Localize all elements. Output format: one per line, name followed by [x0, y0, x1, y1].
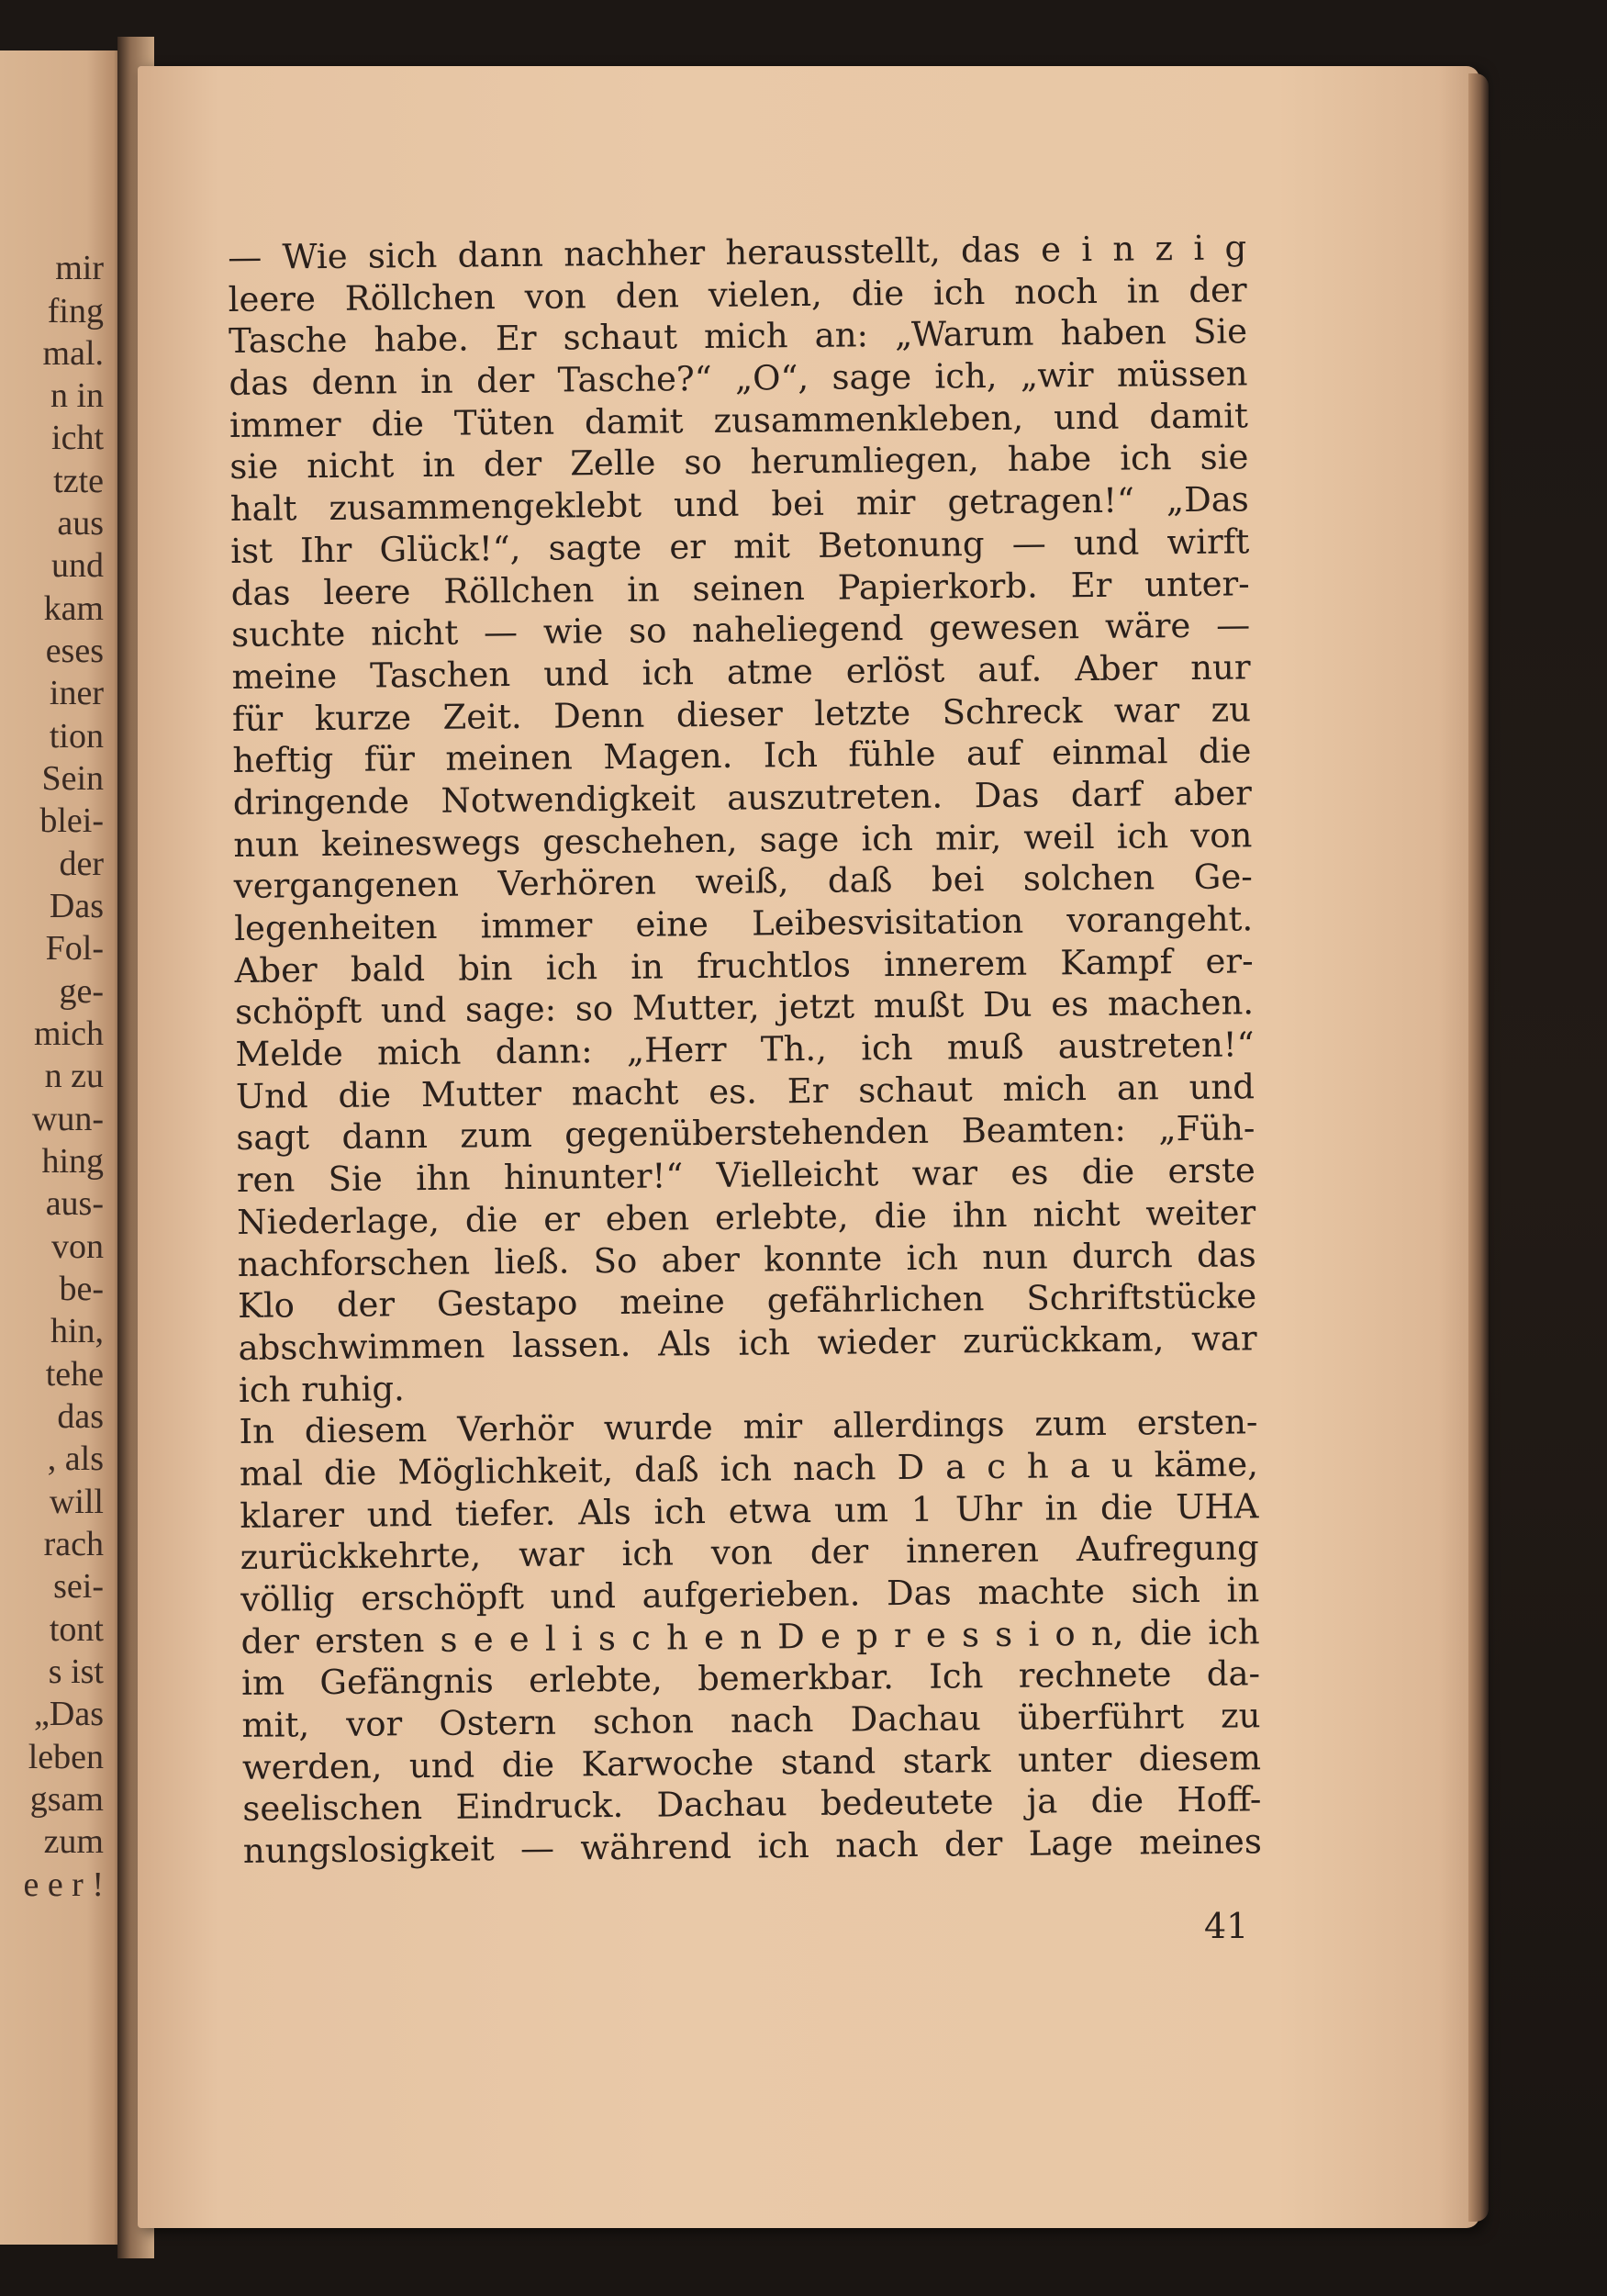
left-page-fragment: hing	[41, 1142, 104, 1181]
text-line: abschwimmen lassen. Als ich wieder zurückkam, war	[238, 1318, 1257, 1368]
text-line: Melde mich dann: „Herr Th., ich muß austreten!“	[235, 1025, 1255, 1075]
text-line: der ersten s e e l i s c h e n D e p r e s s i o n, die ich	[240, 1611, 1260, 1662]
text-line: ich ruhig.	[238, 1368, 406, 1410]
text-line: halt zusammengeklebt und bei mir getragen!“ „Das	[229, 479, 1250, 530]
left-page-fragment: rach	[43, 1525, 104, 1563]
page-number: 41	[1204, 1906, 1249, 1946]
text-line: Tasche habe. Er schaut mich an: „Warum haben Sie	[228, 311, 1248, 362]
left-page-fragment: Sein	[41, 759, 104, 798]
left-page-fragment: aus	[57, 504, 104, 543]
text-line: nachforschen ließ. So aber konnte ich nun durch das	[237, 1234, 1256, 1284]
left-page-fragment: tont	[49, 1610, 104, 1649]
text-line: völlig erschöpft und aufgerieben. Das machte sich in	[240, 1570, 1260, 1619]
text-line: nungslosigkeit — während ich nach der Lage meines	[242, 1821, 1263, 1872]
left-page-fragment: tion	[49, 717, 104, 756]
text-line: ren Sie ihn hinunter!“ Vielleicht war es die erste	[236, 1150, 1256, 1201]
text-line: Und die Mutter macht es. Er schaut mich an und	[235, 1067, 1255, 1116]
left-page-fragment: blei-	[39, 801, 104, 840]
left-page-fragment: der	[59, 845, 104, 883]
left-page-fragment: will	[49, 1483, 104, 1521]
text-line: zurückkehrte, war ich von der inneren Aufregung	[240, 1528, 1259, 1578]
text-line: im Gefängnis erlebte, bemerkbar. Ich rechnete da-	[240, 1653, 1261, 1704]
left-page-fragment: iner	[49, 674, 104, 712]
left-page-fragment: und	[51, 546, 104, 585]
text-line: suchte nicht — wie so naheliegend gewesen wäre —	[230, 605, 1251, 655]
left-page-fragment: hin,	[50, 1312, 104, 1350]
text-line: — Wie sich dann nachher herausstellt, das e i n z i g	[228, 228, 1247, 277]
left-page-fragment: aus-	[45, 1184, 104, 1223]
text-line: nun keineswegs geschehen, sage ich mir, weil ich von	[233, 814, 1253, 865]
text-line: das denn in der Tasche?“ „O“, sage ich, „wir müssen	[229, 353, 1248, 404]
text-line: meine Taschen und ich atme erlöst auf. Aber nur	[231, 647, 1251, 697]
left-page-fragment: Fol-	[45, 929, 104, 968]
left-page-fragment: Das	[49, 887, 104, 925]
left-page-fragment: s ist	[48, 1652, 104, 1691]
page-body-text	[228, 227, 1262, 1872]
left-page-fragment: das	[57, 1397, 104, 1436]
text-line: werden, und die Karwoche stand stark unter diesem	[241, 1738, 1262, 1787]
text-line: für kurze Zeit. Denn dieser letzte Schreck war zu	[231, 689, 1252, 739]
left-page-fragment: sei-	[53, 1567, 104, 1606]
text-line: sie nicht in der Zelle so herumliegen, habe ich sie	[229, 437, 1249, 487]
text-line: dringende Notwendigkeit auszutreten. Das darf aber	[232, 773, 1253, 823]
text-line: heftig für meinen Magen. Ich fühle auf einmal die	[232, 731, 1252, 781]
text-line: In diesem Verhör wurde mir allerdings zum ersten-	[239, 1402, 1258, 1452]
text-line: vergangenen Verhören weiß, daß bei solchen Ge-	[233, 857, 1253, 907]
text-line: Aber bald bin ich in fruchtlos innerem Kampf er-	[234, 940, 1254, 991]
page-edge-shadow	[1468, 73, 1489, 2222]
left-page-fragment: von	[51, 1227, 104, 1266]
left-page-fragment: tzte	[53, 462, 104, 500]
text-line: immer die Tüten damit zusammenkleben, und damit	[229, 396, 1249, 445]
text-line: schöpft und sage: so Mutter, jetzt mußt Du es machen.	[234, 982, 1255, 1033]
text-line: sagt dann zum gegenüberstehenden Beamten: „Füh-	[236, 1108, 1255, 1159]
left-page-fragment: tehe	[45, 1355, 104, 1394]
left-page-fragment: fing	[47, 292, 104, 330]
left-page-fragment: be-	[59, 1270, 104, 1308]
left-page-fragment: n zu	[44, 1057, 104, 1095]
left-page-edge	[0, 50, 124, 2245]
text-line: ist Ihr Glück!“, sagte er mit Betonung — und wirft	[230, 521, 1250, 571]
left-page-fragment: mich	[34, 1014, 104, 1053]
text-line: Niederlage, die er eben erlebte, die ihn nicht weiter	[237, 1193, 1256, 1242]
text-line: klarer und tiefer. Als ich etwa um 1 Uhr in die UHA	[240, 1485, 1259, 1536]
left-page-fragment: leben	[28, 1738, 104, 1776]
left-page-fragment: „Das	[34, 1695, 104, 1733]
left-page-fragment: mir	[55, 249, 104, 287]
left-page-fragment: eses	[45, 632, 104, 670]
text-line: leere Röllchen von den vielen, die ich noch in der	[228, 270, 1247, 319]
left-page-fragment: icht	[51, 419, 104, 457]
text-line: Klo der Gestapo meine gefährlichen Schriftstücke	[237, 1276, 1257, 1327]
left-page-fragment: mal.	[42, 334, 104, 373]
text-line: mit, vor Ostern schon nach Dachau überführt zu	[241, 1696, 1261, 1745]
left-page-fragment: gsam	[29, 1780, 104, 1819]
text-line: legenheiten immer eine Leibesvisitation vorangeht.	[234, 899, 1254, 948]
text-line: das leere Röllchen in seinen Papierkorb. Er unter-	[230, 563, 1250, 613]
left-page-fragment: ge-	[59, 972, 104, 1011]
left-page-fragment: wun-	[31, 1100, 104, 1138]
left-page-fragment: zum	[43, 1822, 104, 1861]
text-line: mal die Möglichkeit, daß ich nach D a c h a u käme,	[239, 1444, 1259, 1494]
left-page-fragment: kam	[43, 589, 104, 628]
left-page-fragment: , als	[47, 1439, 104, 1478]
left-page-fragment: e e r !	[23, 1865, 104, 1904]
text-line: seelischen Eindruck. Dachau bedeutete ja die Hoff-	[242, 1779, 1262, 1830]
left-page-fragment: n in	[50, 376, 104, 415]
